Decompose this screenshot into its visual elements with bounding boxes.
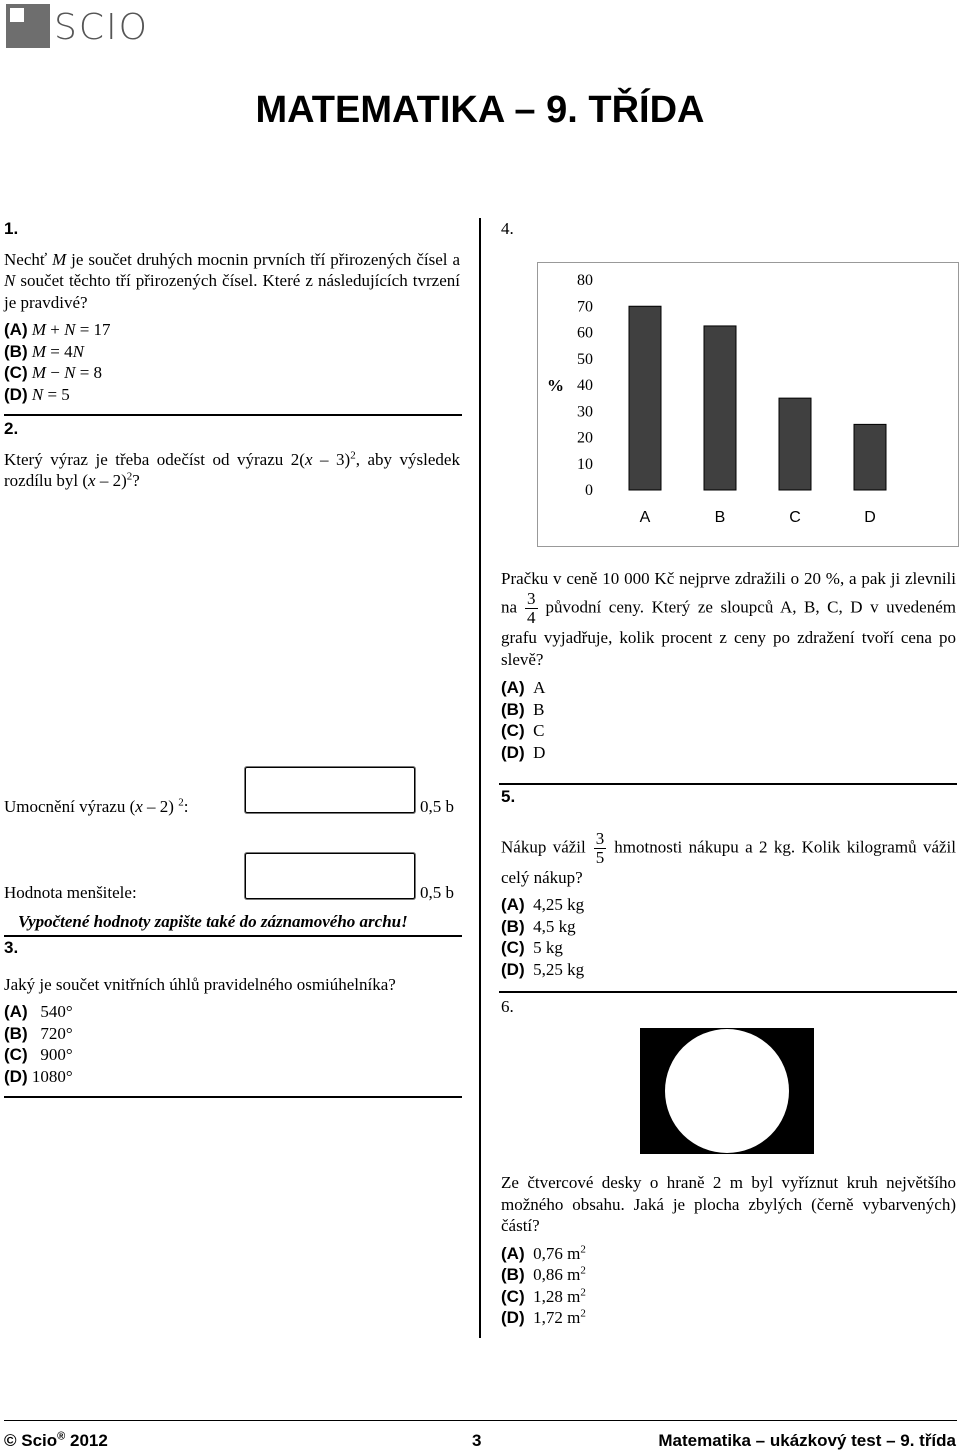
y-tick-label: 30 — [577, 403, 593, 421]
x-tick-label: A — [639, 509, 651, 526]
option-b[interactable]: (B) 4,5 kg — [501, 916, 576, 936]
page-title: MATEMATIKA – 9. TŘÍDA — [255, 89, 705, 131]
option-c[interactable]: (C) C — [501, 721, 545, 740]
question-3 — [4, 937, 460, 1087]
y-tick-label: 0 — [585, 482, 593, 499]
question-text: Který výraz je třeba odečíst od výrazu 2(x – 3)$^2$, aby výsledek rozdílu byl (x – 2)$^2$? — [4, 448, 460, 490]
bar-a — [629, 306, 661, 490]
option-a[interactable]: (A) 0,76 $m^2$ — [501, 1242, 586, 1263]
bar-b — [704, 326, 736, 490]
answer-label-1: Umocnění výrazu (x – 2) $^2$: — [4, 796, 189, 816]
scio-logo-mark — [6, 4, 50, 48]
option-b[interactable]: (B) M = 4N — [4, 341, 84, 361]
y-tick-label: 50 — [577, 350, 593, 368]
question-number: 1. — [4, 219, 19, 238]
question-number: 3. — [4, 938, 19, 957]
y-axis-label: % — [547, 376, 564, 395]
question-text: Nechť M je součet druhých mocnin prvních tří přirozených čísel a N součet těchto tří přirozených čísel. Které z následujících tvrzení je pravdivé? — [4, 249, 460, 312]
footer-page-number: 3 — [472, 1431, 482, 1450]
question-4 — [501, 568, 956, 763]
answer-label-2: Hodnota menšitele: — [4, 883, 137, 902]
bar-chart — [537, 262, 959, 547]
y-tick-label: 70 — [577, 298, 593, 316]
footer-test-name: Matematika – ukázkový test – 9. třída — [658, 1431, 956, 1450]
option-a[interactable]: (A) M + N = 17 — [4, 320, 111, 339]
fraction: $\frac{3}{5}$ — [595, 828, 605, 867]
question-1 — [4, 218, 460, 405]
option-c[interactable]: (C) 5 kg — [501, 938, 563, 957]
option-d[interactable]: (D) 5,25 kg — [501, 959, 585, 979]
scio-logo — [4, 2, 164, 48]
option-d[interactable]: (D) N = 5 — [4, 384, 70, 404]
question-2 — [4, 418, 460, 492]
options — [501, 894, 956, 980]
option-b[interactable]: (B) B — [501, 699, 545, 719]
x-tick-label: C — [789, 509, 801, 526]
footer-copyright: © Scio® 2012 — [4, 1430, 108, 1450]
question-number: 2. — [4, 419, 19, 438]
options — [4, 1001, 460, 1087]
answer-box-2[interactable] — [245, 853, 415, 899]
points-2: 0,5 b — [420, 883, 454, 902]
question-4-number: 4. — [501, 219, 514, 238]
option-b[interactable]: (B) 0,86 $m^2$ — [501, 1264, 586, 1284]
options — [4, 319, 460, 405]
question-text: Ze čtvercové desky o hraně 2 m byl vyříznut kruh největšího možného obsahu. Jaká je plocha zbylých (černě vybarvených) částí? — [501, 1173, 956, 1235]
options — [501, 677, 956, 763]
separator — [4, 1096, 462, 1098]
y-tick-label: 60 — [577, 324, 593, 342]
footer-rule — [4, 1420, 957, 1421]
separator — [499, 783, 957, 785]
column-divider — [479, 218, 481, 1338]
option-b[interactable]: (B) 720° — [4, 1023, 73, 1043]
record-note: Vypočtené hodnoty zapište také do záznamového archu! — [18, 912, 408, 931]
question-5 — [501, 786, 956, 980]
square-circle-figure — [640, 1028, 814, 1154]
option-c[interactable]: (C) 1,28 $m^2$ — [501, 1285, 586, 1306]
bar-d — [854, 424, 886, 490]
question-6-number: 6. — [501, 997, 514, 1016]
option-a[interactable]: (A) 4,25 kg — [501, 895, 585, 914]
option-a[interactable]: (A) A — [501, 678, 546, 697]
question-text: Nákup vážil $\frac{3}{5}$ hmotnosti nákupu a 2 kg. Kolik kilogramů vážil celý nákup? — [501, 828, 956, 887]
bar-chart-svg — [538, 263, 958, 546]
options — [501, 1243, 956, 1329]
bar-c — [779, 398, 811, 490]
y-tick-label: 20 — [577, 429, 593, 447]
option-d[interactable]: (D) 1080° — [4, 1066, 73, 1086]
x-tick-label: D — [864, 509, 876, 526]
x-tick-label: B — [714, 509, 726, 526]
y-tick-label: 40 — [577, 377, 593, 394]
option-d[interactable]: (D) 1,72 $m^2$ — [501, 1307, 586, 1327]
y-tick-label: 10 — [577, 455, 593, 473]
fraction: $\frac{3}{4}$ — [527, 589, 536, 627]
question-text: Pračku v ceně 10 000 Kč nejprve zdražili o 20 %, a pak ji zlevnili na $\frac{3}{4}$ původní ceny. Který ze sloupců A, B, C, D v uvedeném grafu vyjadřuje, kolik procent z ceny po zdražení tvoří cena po slevě? — [501, 569, 956, 669]
question-text: Jaký je součet vnitřních úhlů pravidelného osmiúhelníka? — [4, 974, 396, 994]
y-tick-label: 80 — [577, 272, 593, 289]
question-number: 5. — [501, 787, 516, 806]
answer-box-1[interactable] — [245, 767, 415, 813]
option-a[interactable]: (A) 540° — [4, 1002, 73, 1021]
points-1: 0,5 b — [420, 797, 454, 816]
scio-logo-text: SCIO — [54, 7, 149, 48]
question-6 — [501, 1172, 956, 1329]
separator — [4, 414, 462, 416]
separator — [499, 991, 957, 993]
option-c[interactable]: (C) 900° — [4, 1045, 73, 1064]
option-c[interactable]: (C) M − N = 8 — [4, 363, 103, 382]
option-d[interactable]: (D) D — [501, 742, 546, 762]
